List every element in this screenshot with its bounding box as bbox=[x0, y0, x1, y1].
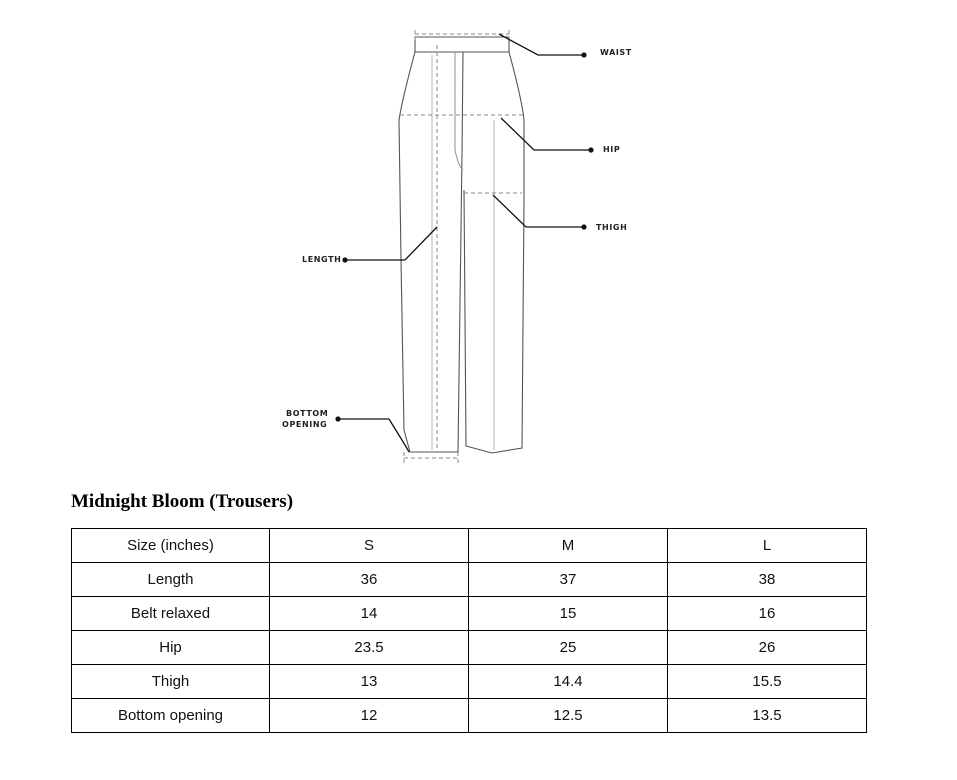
left-leg-outline bbox=[399, 52, 463, 452]
thigh-label: THIGH bbox=[596, 223, 628, 232]
length-leader bbox=[346, 227, 437, 260]
bottom-opening-guide bbox=[404, 452, 458, 465]
header-cell: L bbox=[668, 529, 867, 563]
table-cell: 38 bbox=[668, 563, 867, 597]
table-cell: 16 bbox=[668, 597, 867, 631]
waist-guide bbox=[415, 30, 509, 40]
row-label-cell: Thigh bbox=[72, 665, 270, 699]
row-label-cell: Length bbox=[72, 563, 270, 597]
header-cell: M bbox=[469, 529, 668, 563]
row-label-cell: Hip bbox=[72, 631, 270, 665]
waistband-outline bbox=[415, 37, 509, 52]
bottom-opening-dot bbox=[335, 416, 340, 421]
waist-dot bbox=[581, 52, 586, 57]
length-dot bbox=[342, 257, 347, 262]
row-label-cell: Bottom opening bbox=[72, 699, 270, 733]
size-chart-table bbox=[71, 528, 867, 733]
thigh-dot bbox=[581, 224, 586, 229]
table-cell: 13 bbox=[270, 665, 469, 699]
header-cell: S bbox=[270, 529, 469, 563]
table-row bbox=[72, 665, 867, 699]
table-cell: 37 bbox=[469, 563, 668, 597]
table-row bbox=[72, 631, 867, 665]
table-header-row bbox=[72, 529, 867, 563]
bottom-opening-label-line1: BOTTOM bbox=[286, 409, 329, 418]
thigh-leader bbox=[493, 195, 583, 227]
table-cell: 36 bbox=[270, 563, 469, 597]
header-cell: Size (inches) bbox=[72, 529, 270, 563]
waist-label: WAIST bbox=[600, 48, 632, 57]
table-cell: 23.5 bbox=[270, 631, 469, 665]
table-cell: 15 bbox=[469, 597, 668, 631]
table-cell: 26 bbox=[668, 631, 867, 665]
table-cell: 14.4 bbox=[469, 665, 668, 699]
length-label: LENGTH bbox=[302, 255, 342, 264]
row-label-cell: Belt relaxed bbox=[72, 597, 270, 631]
product-title: Midnight Bloom (Trousers) bbox=[71, 491, 294, 512]
table-cell: 13.5 bbox=[668, 699, 867, 733]
bottom-opening-label bbox=[284, 408, 328, 430]
waist-leader bbox=[499, 34, 583, 55]
bottom-opening-label-line2: OPENING bbox=[282, 420, 328, 429]
table-row bbox=[72, 699, 867, 733]
hip-dot bbox=[588, 147, 593, 152]
table-cell: 12 bbox=[270, 699, 469, 733]
table-cell: 12.5 bbox=[469, 699, 668, 733]
hip-label: HIP bbox=[603, 145, 621, 154]
table-cell: 15.5 bbox=[668, 665, 867, 699]
table-cell: 14 bbox=[270, 597, 469, 631]
table-row bbox=[72, 563, 867, 597]
table-cell: 25 bbox=[469, 631, 668, 665]
table-row bbox=[72, 597, 867, 631]
hip-leader bbox=[501, 118, 590, 150]
